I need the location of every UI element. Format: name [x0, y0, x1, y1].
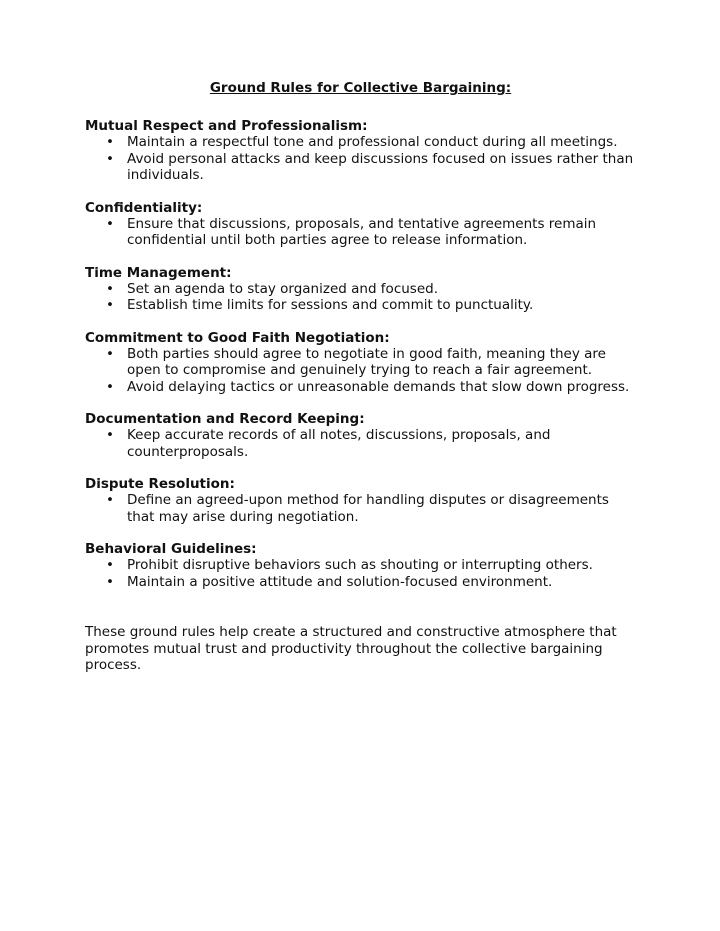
- list-item-text: Avoid personal attacks and keep discussions focused on issues rather than individuals.: [127, 150, 634, 183]
- list-item-text: Prohibit disruptive behaviors such as shouting or interrupting others.: [127, 557, 593, 573]
- bullet-icon: •: [106, 150, 114, 167]
- section-documentation: [85, 411, 636, 460]
- list-item-text: Keep accurate records of all notes, discussions, proposals, and counterproposals.: [127, 427, 551, 460]
- section-heading: Time Management:: [85, 264, 232, 281]
- list-item-text: Maintain a positive attitude and solution-focused environment.: [127, 573, 553, 590]
- list-item-text: Ensure that discussions, proposals, and tentative agreements remain confidential until both parties agree to release information.: [127, 215, 597, 248]
- document-title: Ground Rules for Collective Bargaining:: [209, 80, 512, 96]
- section-mutual-respect: [85, 118, 636, 184]
- list-item: [85, 379, 636, 396]
- section-behavioral-guidelines: [85, 541, 636, 590]
- list-item: [85, 281, 636, 298]
- section-heading: Behavioral Guidelines:: [85, 541, 257, 557]
- bullet-icon: •: [106, 557, 114, 573]
- list-item: [85, 427, 636, 460]
- bullet-icon: •: [106, 345, 114, 362]
- list-item-text: Establish time limits for sessions and commit to punctuality.: [127, 297, 534, 313]
- section-heading: Documentation and Record Keeping:: [85, 411, 365, 427]
- section-good-faith: [85, 330, 636, 396]
- bullet-icon: •: [106, 215, 114, 232]
- bullet-icon: •: [106, 378, 114, 395]
- list-item: [85, 574, 636, 591]
- section-heading: Commitment to Good Faith Negotiation:: [85, 329, 390, 346]
- bullet-icon: •: [106, 280, 114, 297]
- bullet-list: [85, 427, 636, 460]
- bullet-list: [85, 346, 636, 396]
- list-item: [85, 557, 636, 574]
- bullet-list: [85, 216, 636, 249]
- list-item: [85, 346, 636, 379]
- list-item: [85, 492, 636, 525]
- bullet-icon: •: [106, 134, 114, 150]
- bullet-icon: •: [106, 297, 114, 313]
- bullet-list: [85, 492, 636, 525]
- bullet-list: [85, 557, 636, 590]
- section-confidentiality: [85, 200, 636, 249]
- bullet-list: [85, 134, 636, 184]
- list-item-text: Define an agreed-upon method for handling disputes or disagreements that may arise during negotiation.: [127, 492, 609, 525]
- section-heading: Dispute Resolution:: [85, 476, 235, 492]
- closing-paragraph: These ground rules help create a structured and constructive atmosphere that promotes mutual trust and productivity throughout the collective bargaining process.: [85, 624, 617, 673]
- bullet-icon: •: [106, 427, 114, 443]
- list-item-text: Both parties should agree to negotiate in good faith, meaning they are open to compromise and genuinely trying to reach a fair agreement.: [127, 345, 606, 378]
- list-item: [85, 216, 636, 249]
- list-item: [85, 134, 636, 151]
- section-time-management: [85, 265, 636, 314]
- list-item-text: Set an agenda to stay organized and focused.: [127, 280, 438, 297]
- section-dispute-resolution: [85, 476, 636, 525]
- section-heading: Confidentiality:: [85, 199, 203, 216]
- list-item: [85, 151, 636, 184]
- list-item-text: Maintain a respectful tone and professional conduct during all meetings.: [127, 134, 618, 150]
- section-heading: Mutual Respect and Professionalism:: [85, 118, 368, 134]
- bullet-list: [85, 281, 636, 314]
- list-item-text: Avoid delaying tactics or unreasonable demands that slow down progress.: [127, 378, 630, 395]
- list-item: [85, 297, 636, 314]
- bullet-icon: •: [106, 573, 114, 590]
- bullet-icon: •: [106, 492, 114, 508]
